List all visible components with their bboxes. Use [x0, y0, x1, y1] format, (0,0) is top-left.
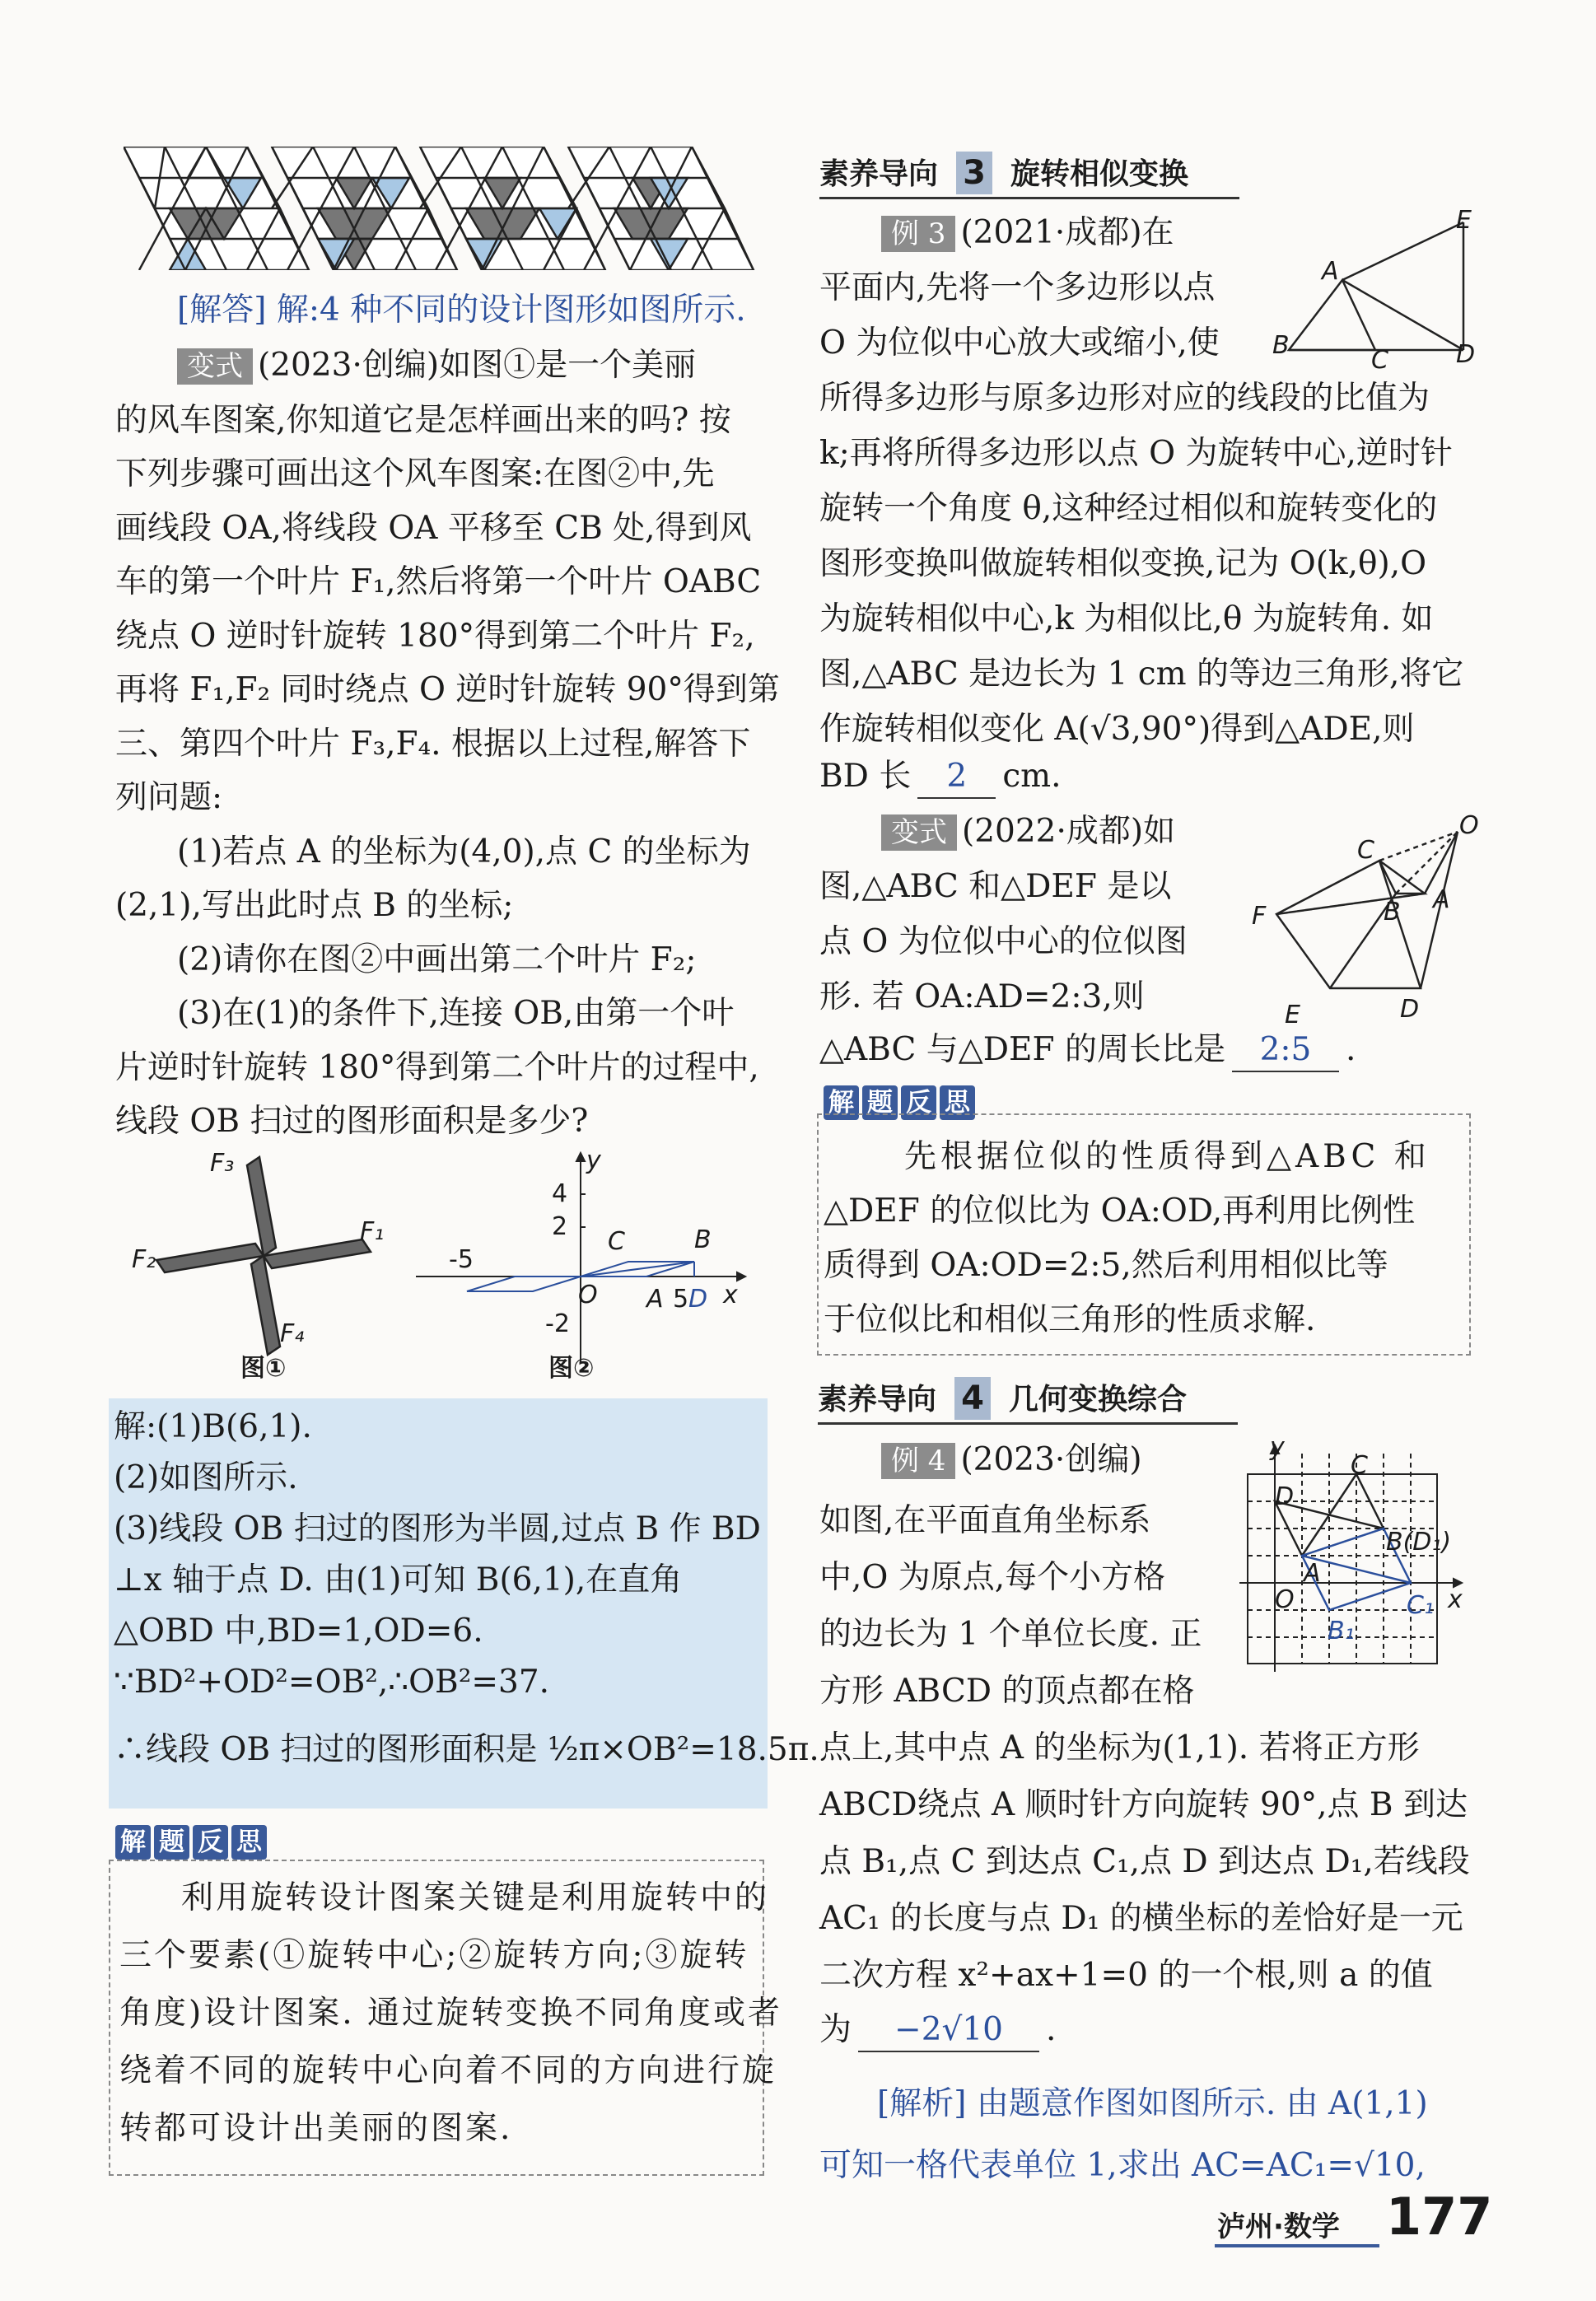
- example4-line-0: 例 4 (2023·创编): [881, 1440, 1142, 1481]
- variant1-line-5: 绕点 O 逆时针旋转 180°得到第二个叶片 F₂,: [115, 618, 755, 655]
- reflection2-tag: 解 题 反 思: [824, 1085, 978, 1120]
- example3-tag: 例 3: [881, 216, 955, 252]
- variant2-line-2: 点 O 为位似中心的位似图: [819, 923, 1188, 960]
- page-number: 177: [1386, 2187, 1493, 2247]
- footer-underline: [1215, 2244, 1379, 2247]
- fig2-tick-m2: -2: [545, 1309, 570, 1338]
- variant1-line-14: 线段 OB 扫过的图形面积是多少?: [115, 1103, 589, 1140]
- ex4-fig-C: C: [1351, 1451, 1368, 1480]
- variant2-tag: 变式: [881, 814, 957, 851]
- reflection2-line-0: 先根据位似的性质得到△ABC 和: [904, 1138, 1430, 1175]
- fig2-y: y: [586, 1146, 601, 1175]
- reflection-line-1: 三个要素(①旋转中心;②旋转方向;③旋转: [119, 1937, 749, 1974]
- answer-text: 解:4 种不同的设计图形如图所示.: [276, 292, 746, 329]
- v2-fig-A: A: [1433, 885, 1450, 914]
- reflection-line-4: 转都可设计出美丽的图案.: [119, 2110, 513, 2147]
- footer-text: 泸州·数学: [1217, 2210, 1340, 2243]
- example4-line-3: 的边长为 1 个单位长度. 正: [819, 1616, 1202, 1653]
- example4-line-4: 方形 ABCD 的顶点都在格: [819, 1673, 1195, 1710]
- example4-answer: −2√10: [858, 2009, 1039, 2052]
- ex4-fig-y: y: [1270, 1433, 1285, 1462]
- variant2-line-0: 变式 (2022·成都)如: [881, 811, 1175, 852]
- fig1-label-F4: F₄: [280, 1319, 305, 1348]
- v2-fig-B: B: [1384, 898, 1401, 926]
- ex3-fig-D: D: [1456, 340, 1476, 369]
- variant1-line-8: 列问题:: [115, 779, 223, 816]
- variant1-line-10: (2,1),写出此时点 B 的坐标;: [115, 887, 514, 924]
- variant2-answer: 2:5: [1232, 1029, 1339, 1072]
- ex4-fig-B: B(D₁): [1386, 1528, 1452, 1557]
- variant1-line-11: (2)请你在图②中画出第二个叶片 F₂;: [177, 941, 697, 978]
- variant1-line-2: 下列步骤可画出这个风车图案:在图②中,先: [115, 455, 715, 492]
- ex4-fig-D: D: [1275, 1482, 1295, 1511]
- answer-line: [177, 290, 746, 331]
- example4-line-8: AC₁ 的长度与点 D₁ 的横坐标的差恰好是一元: [819, 1900, 1463, 1937]
- ex4-fig-O: O: [1275, 1585, 1295, 1614]
- reflection-line-0: 利用旋转设计图案关键是利用旋转中的: [181, 1879, 770, 1916]
- example3-line-10: BD 长 2 cm.: [819, 756, 1062, 799]
- variant1-line-0: 变式 (2023·创编)如图①是一个美丽: [177, 345, 696, 386]
- variant1-line-9: (1)若点 A 的坐标为(4,0),点 C 的坐标为: [177, 833, 751, 870]
- fig2-C: C: [608, 1227, 625, 1256]
- variant1-line-12: (3)在(1)的条件下,连接 OB,由第一个叶: [177, 995, 735, 1032]
- variant1-line-4: 车的第一个叶片 F₁,然后将第一个叶片 OABC: [115, 563, 762, 600]
- example3-line-8: 图,△ABC 是边长为 1 cm 的等边三角形,将它: [819, 656, 1464, 693]
- answer-tag: [解答]: [177, 292, 267, 329]
- example4-line-7: 点 B₁,点 C 到达点 C₁,点 D 到达点 D₁,若线段: [819, 1843, 1470, 1880]
- variant2-line-4: △ABC 与△DEF 的周长比是 2:5 .: [819, 1029, 1356, 1072]
- example3-line-9: 作旋转相似变化 A(√3,90°)得到△ADE,则: [819, 711, 1415, 748]
- v2-fig-O: O: [1459, 811, 1479, 840]
- solution-line-1: (2)如图所示.: [114, 1459, 298, 1496]
- v2-fig-D: D: [1400, 995, 1420, 1024]
- variant2-line-3: 形. 若 OA:AD=2:3,则: [819, 978, 1145, 1015]
- solution-line-4: △OBD 中,BD=1,OD=6.: [114, 1613, 483, 1650]
- fig1-label-F1: F₁: [360, 1217, 385, 1246]
- reflection2-line-1: △DEF 的位似比为 OA:OD,再利用比例性: [824, 1193, 1416, 1230]
- fig2-tick-4: 4: [552, 1179, 568, 1208]
- fig1-label-F2: F₂: [132, 1245, 156, 1274]
- reflection-line-3: 绕着不同的旋转中心向着不同的方向进行旋: [119, 2052, 777, 2089]
- example4-tag: 例 4: [881, 1443, 955, 1479]
- example4-line-9: 二次方程 x²+ax+1=0 的一个根,则 a 的值: [819, 1957, 1433, 1994]
- fig2-caption: 图②: [548, 1354, 595, 1383]
- ex4-fig-A: A: [1304, 1559, 1321, 1588]
- ex3-fig-E: E: [1456, 206, 1472, 235]
- example3-line-6: 图形变换叫做旋转相似变换,记为 O(k,θ),O: [819, 545, 1427, 582]
- reflection-line-2: 角度)设计图案. 通过旋转变换不同角度或者: [119, 1995, 783, 2032]
- solution-line-5: ∵BD²+OD²=OB²,∴OB²=37.: [114, 1664, 550, 1701]
- reflection2-line-3: 于位似比和相似三角形的性质求解.: [824, 1301, 1316, 1338]
- example3-line-4: k;再将所得多边形以点 O 为旋转中心,逆时针: [819, 435, 1453, 472]
- fig2-O: O: [578, 1281, 598, 1309]
- example3-line-3: 所得多边形与原多边形对应的线段的比值为: [819, 380, 1430, 417]
- example3-line-0: 例 3 (2021·成都)在: [881, 212, 1174, 254]
- ex3-fig-A: A: [1322, 257, 1339, 286]
- fig1-caption: 图①: [240, 1354, 287, 1383]
- example3-line-2: O 为位似中心放大或缩小,使: [819, 324, 1220, 362]
- fig2-tick-5: 5: [673, 1285, 689, 1314]
- v2-fig-E: E: [1285, 1001, 1300, 1029]
- example4-line-6: ABCD绕点 A 顺时针方向旋转 90°,点 B 到达: [819, 1786, 1468, 1823]
- fig1-label-F3: F₃: [210, 1149, 235, 1178]
- reflection-tag: 解 题 反 思: [115, 1825, 270, 1860]
- v2-fig-F: F: [1252, 902, 1267, 931]
- analysis-line-0: [解析] 由题意作图如图所示. 由 A(1,1): [877, 2085, 1428, 2122]
- ex3-fig-C: C: [1371, 346, 1388, 375]
- example3-line-7: 为旋转相似中心,k 为相似比,θ 为旋转角. 如: [819, 600, 1434, 637]
- fig2-B: B: [694, 1225, 712, 1254]
- fig2-tick-2: 2: [552, 1212, 568, 1241]
- fig2-A: A: [646, 1285, 664, 1314]
- variant1-line-6: 再将 F₁,F₂ 同时绕点 O 逆时针旋转 90°得到第: [115, 671, 780, 708]
- example4-line-2: 中,O 为原点,每个小方格: [819, 1559, 1166, 1596]
- solution-line-0: 解:(1)B(6,1).: [114, 1408, 312, 1445]
- v2-fig-C: C: [1357, 836, 1374, 865]
- solution-line-3: ⊥x 轴于点 D. 由(1)可知 B(6,1),在直角: [114, 1561, 683, 1599]
- triangle-pattern-figures: [124, 147, 774, 270]
- solution-line-6: ∴线段 OB 扫过的图形面积是 ½π×OB²=18.5π.: [114, 1731, 819, 1768]
- example4-line-5: 点上,其中点 A 的坐标为(1,1). 若将正方形: [819, 1729, 1420, 1767]
- analysis-line-1: 可知一格代表单位 1,求出 AC=AC₁=√10,: [819, 2147, 1426, 2184]
- ex4-fig-C1: C₁: [1407, 1591, 1434, 1620]
- section4-heading: 素养导向 4 几何变换综合: [818, 1377, 1238, 1421]
- ex3-fig-B: B: [1272, 331, 1290, 360]
- example3-answer: 2: [917, 756, 996, 799]
- ex4-fig-B1: B₁: [1328, 1617, 1355, 1645]
- variant2-line-1: 图,△ABC 和△DEF 是以: [819, 868, 1172, 905]
- analysis-tag: [解析]: [877, 2085, 967, 2122]
- variant1-line-7: 三、第四个叶片 F₃,F₄. 根据以上过程,解答下: [115, 726, 751, 763]
- section3-heading: 素养导向 3 旋转相似变换: [819, 152, 1239, 196]
- solution-line-2: (3)线段 OB 扫过的图形为半圆,过点 B 作 BD: [114, 1510, 761, 1547]
- example4-line-10: 为 −2√10 .: [819, 2009, 1056, 2052]
- ex4-fig-x: x: [1448, 1585, 1463, 1614]
- example3-line-1: 平面内,先将一个多边形以点: [819, 269, 1216, 306]
- variant1-line-1: 的风车图案,你知道它是怎样画出来的吗? 按: [115, 402, 731, 439]
- reflection2-line-2: 质得到 OA:OD=2:5,然后利用相似比等: [824, 1247, 1388, 1284]
- variant1-tag: 变式: [177, 348, 253, 385]
- variant1-line-13: 片逆时针旋转 180°得到第二个叶片的过程中,: [115, 1049, 759, 1086]
- fig2-D: D: [688, 1285, 708, 1314]
- variant1-line-3: 画线段 OA,将线段 OA 平移至 CB 处,得到风: [115, 510, 752, 547]
- fig2-x: x: [723, 1281, 738, 1309]
- example4-line-1: 如图,在平面直角坐标系: [819, 1502, 1151, 1539]
- example3-line-5: 旋转一个角度 θ,这种经过相似和旋转变化的: [819, 490, 1438, 527]
- fig2-tick-m5: -5: [449, 1245, 474, 1274]
